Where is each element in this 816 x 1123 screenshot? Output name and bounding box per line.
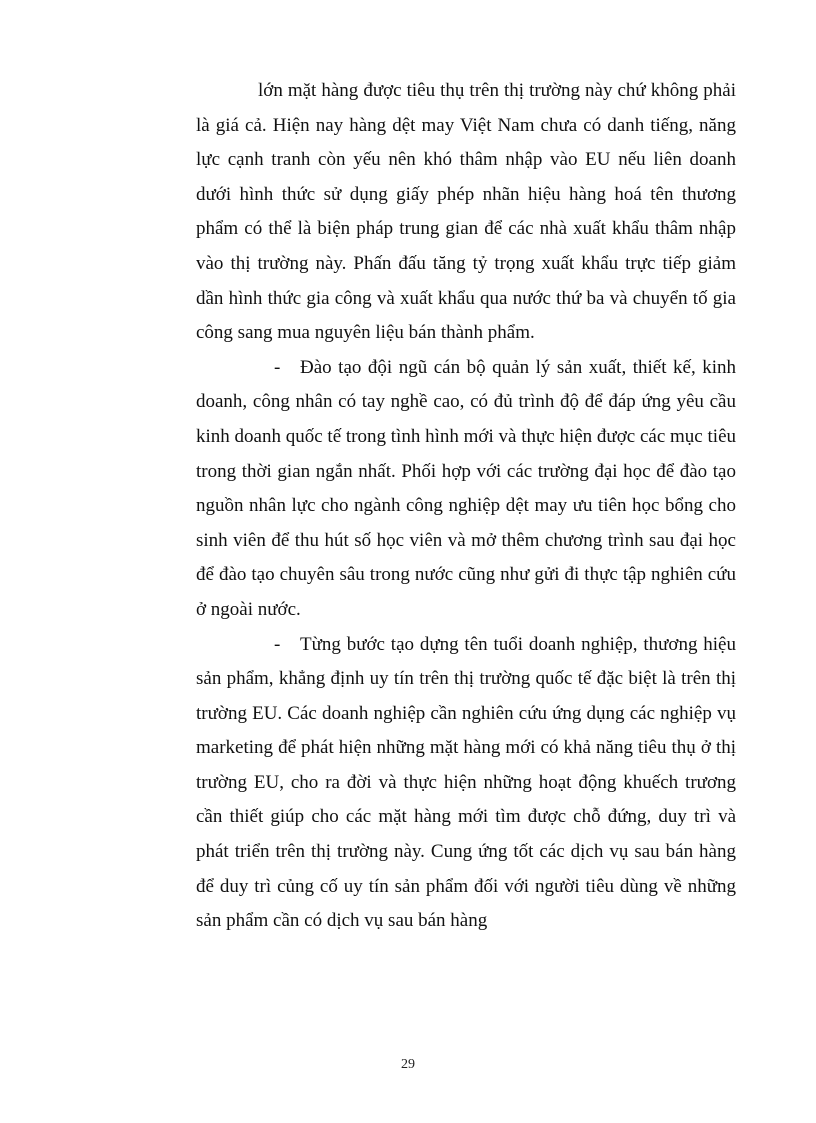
paragraph-text: lớn mặt hàng được tiêu thụ trên thị trường này chứ không phải là giá cả. Hiện nay hàng dệt may Việt Nam chưa có danh tiếng, năng lực cạnh tranh còn yếu nên khó thâm nhập vào EU nếu liên doanh dưới hình thức sử dụng giấy phép nhãn hiệu hàng hoá tên thương phẩm có thể là biện pháp trung gian để các nhà xuất khẩu thâm nhập vào thị trường này. Phấn đấu tăng tỷ trọng xuất khẩu trực tiếp giảm dần hình thức gia công và xuất khẩu qua nước thứ ba và chuyển tố gia công sang mua nguyên liệu bán thành phẩm. <box>196 80 736 344</box>
paragraph-continuation <box>196 74 736 351</box>
bullet-paragraph-branding <box>196 628 736 939</box>
paragraph-text: Từng bước tạo dựng tên tuổi doanh nghiệp, thương hiệu sản phẩm, khẳng định uy tín trên thị trường quốc tế đặc biệt là trên thị trường EU. Các doanh nghiệp cần nghiên cứu ứng dụng các nghiệp vụ marketing để phát hiện những mặt hàng mới có khả năng tiêu thụ ở thị trường EU, cho ra đời và thực hiện những hoạt động khuếch trương cần thiết giúp cho các mặt hàng mới tìm được chỗ đứng, duy trì và phát triển trên thị trường này. Cung ứng tốt các dịch vụ sau bán hàng để duy trì củng cố uy tín sản phẩm đối với người tiêu dùng về những sản phẩm cần có dịch vụ sau bán hàng <box>196 633 736 932</box>
bullet-marker: - <box>274 356 281 378</box>
bullet-marker: - <box>274 633 281 655</box>
paragraph-text: Đào tạo đội ngũ cán bộ quản lý sản xuất, thiết kế, kinh doanh, công nhân có tay nghề cao, có đủ trình độ để đáp ứng yêu cầu kinh doanh quốc tế trong tình hình mới và thực hiện được các mục tiêu trong thời gian ngắn nhất. Phối hợp với các trường đại học để đào tạo nguồn nhân lực cho ngành công nghiệp dệt may ưu tiên học bổng cho sinh viên để thu hút số học viên và mở thêm chương trình sau đại học để đào tạo chuyên sâu trong nước cũng như gửi đi thực tập nghiên cứu ở ngoài nước. <box>196 356 736 620</box>
body-text <box>196 74 736 939</box>
page-number: 29 <box>401 1057 415 1072</box>
bullet-paragraph-training <box>196 351 736 628</box>
